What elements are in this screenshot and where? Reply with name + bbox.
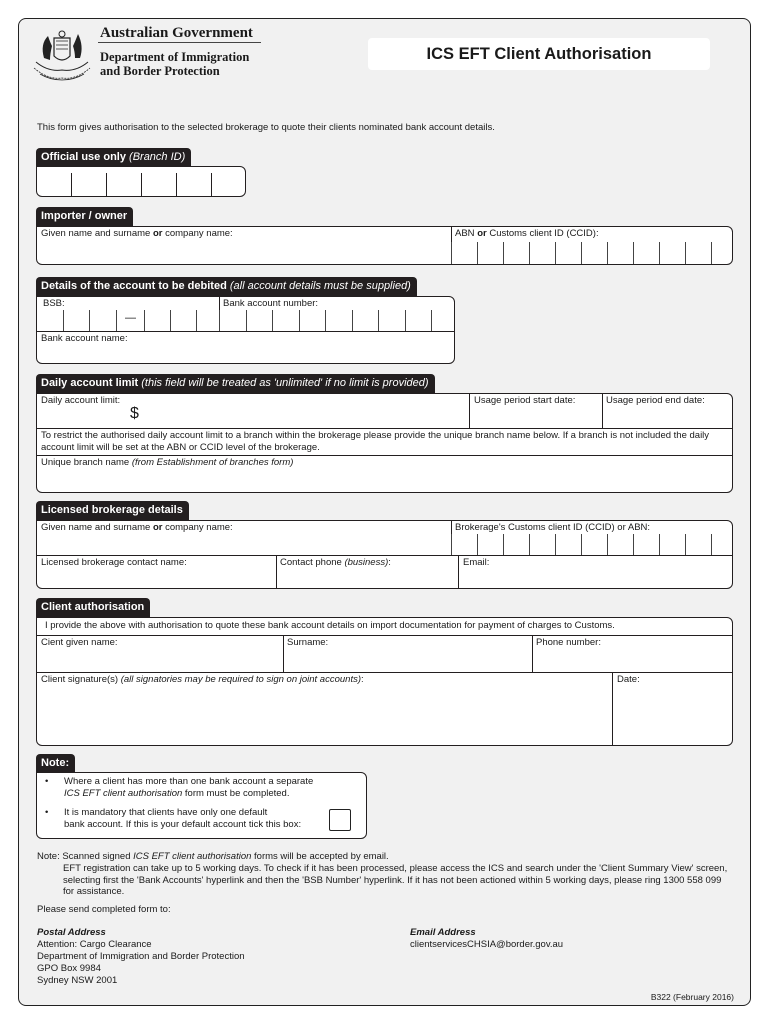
intro-text: This form gives authorisation to the selected brokerage to quote their clients nominated bank account details.	[37, 122, 495, 133]
account-number-cells[interactable]	[219, 310, 458, 331]
surname-label: Surname:	[287, 637, 329, 648]
bsb-separator: —	[125, 312, 136, 324]
email-link[interactable]: clientservicesCHSIA@border.gov.au	[410, 939, 564, 950]
account-number-label: Bank account number:	[223, 298, 319, 309]
client-given-name-label: Cient given name:	[41, 637, 118, 648]
eft-registration-text: EFT registration can take up to 5 working days. To check if it has been processed, please access the ICS and search under the 'Client Summary View' screen, selecting first the 'Bank Accounts' hyperlink and then the 'BSB Number' hyperlink. If it has not been actioned within 5 working days, please ring 1300 558 099 for assistance.	[63, 863, 728, 897]
note-bullet-2: •	[45, 807, 49, 818]
dept-line-2: and Border Protection	[100, 64, 220, 78]
send-form-text: Please send completed form to:	[37, 904, 171, 915]
commonwealth-coat-of-arms-icon	[30, 28, 94, 84]
brokerage-ccid-label: Brokerage's Customs client ID (CCID) or ABN:	[455, 522, 651, 533]
importer-name-label: Given name and surname or company name:	[41, 228, 233, 239]
importer-header: Importer / owner	[36, 207, 133, 226]
brokerage-box	[36, 520, 733, 589]
header-divider	[98, 42, 261, 43]
branch-name-label: Unique branch name (from Establishment of branches form)	[41, 457, 294, 468]
government-name: Australian Government	[100, 25, 253, 41]
start-date-label: Usage period start date:	[474, 395, 576, 406]
official-use-title-italic: (Branch ID)	[129, 151, 186, 163]
client-auth-statement: I provide the above with authorisation to quote these bank account details on import documentation for payment of charges to Customs.	[45, 620, 615, 631]
postal-line: Department of Immigration and Border Protection	[37, 951, 245, 962]
abn-cells[interactable]	[451, 242, 737, 264]
signature-label: Client signature(s) (all signatories may be required to sign on joint accounts):	[41, 674, 364, 685]
phone-number-label: Phone number:	[536, 637, 601, 648]
postal-line: GPO Box 9984	[37, 963, 101, 974]
daily-limit-label: Daily account limit:	[41, 395, 121, 406]
official-use-title: Official use only	[41, 151, 126, 163]
default-account-checkbox[interactable]	[329, 809, 351, 831]
form-code: B322 (February 2016)	[650, 992, 734, 1002]
postal-line: Attention: Cargo Clearance	[37, 939, 152, 950]
note-bullet-1: •	[45, 776, 49, 787]
email-label: Email:	[463, 557, 490, 568]
dept-line-1: Department of Immigration	[100, 50, 250, 64]
brokerage-header: Licensed brokerage details	[36, 501, 189, 520]
email-address	[410, 927, 563, 951]
official-use-header	[36, 148, 191, 167]
form-title: ICS EFT Client Authorisation	[368, 38, 710, 70]
scan-note: Note: Scanned signed ICS EFT client authorisation forms will be accepted by email.	[37, 851, 389, 862]
account-box	[36, 296, 455, 364]
postal-address	[37, 927, 245, 987]
contact-name-label: Licensed brokerage contact name:	[41, 557, 187, 568]
daily-limit-box	[36, 393, 733, 493]
note-item-1: Where a client has more than one bank account a separate ICS EFT client authorisation form must be completed.	[64, 776, 314, 799]
bsb-label: BSB:	[43, 298, 65, 309]
daily-limit-header: Daily account limit (this field will be treated as 'unlimited' if no limit is provided)	[36, 374, 435, 393]
importer-abn-label: ABN or Customs client ID (CCID):	[455, 228, 599, 239]
note-box	[36, 772, 367, 839]
importer-box	[36, 226, 733, 265]
brokerage-name-label: Given name and surname or company name:	[41, 522, 233, 533]
contact-phone-label: Contact phone (business):	[280, 557, 391, 568]
postal-address-title: Postal Address	[37, 927, 106, 938]
account-header: Details of the account to be debited (all account details must be supplied)	[36, 277, 417, 296]
branch-id-field[interactable]	[36, 166, 246, 197]
date-label: Date:	[617, 674, 640, 685]
department-name	[100, 50, 249, 78]
client-auth-box	[36, 617, 733, 746]
restrict-text: To restrict the authorised daily account limit to a branch within the brokerage please provide the unique branch name below. If a branch is not included the daily account limit will be set at the ABN or CCID level of the brokerage.	[41, 430, 710, 453]
postal-line: Sydney NSW 2001	[37, 975, 118, 986]
client-auth-header: Client authorisation	[36, 598, 150, 617]
note-item-2: It is mandatory that clients have only one default bank account. If this is your default account tick this box:	[64, 807, 302, 830]
note-header: Note:	[36, 754, 75, 773]
brokerage-ccid-cells[interactable]	[451, 534, 737, 555]
account-name-label: Bank account name:	[41, 333, 128, 344]
currency-symbol: $	[130, 405, 139, 422]
email-address-title: Email Address	[410, 927, 476, 938]
end-date-label: Usage period end date:	[606, 395, 705, 406]
